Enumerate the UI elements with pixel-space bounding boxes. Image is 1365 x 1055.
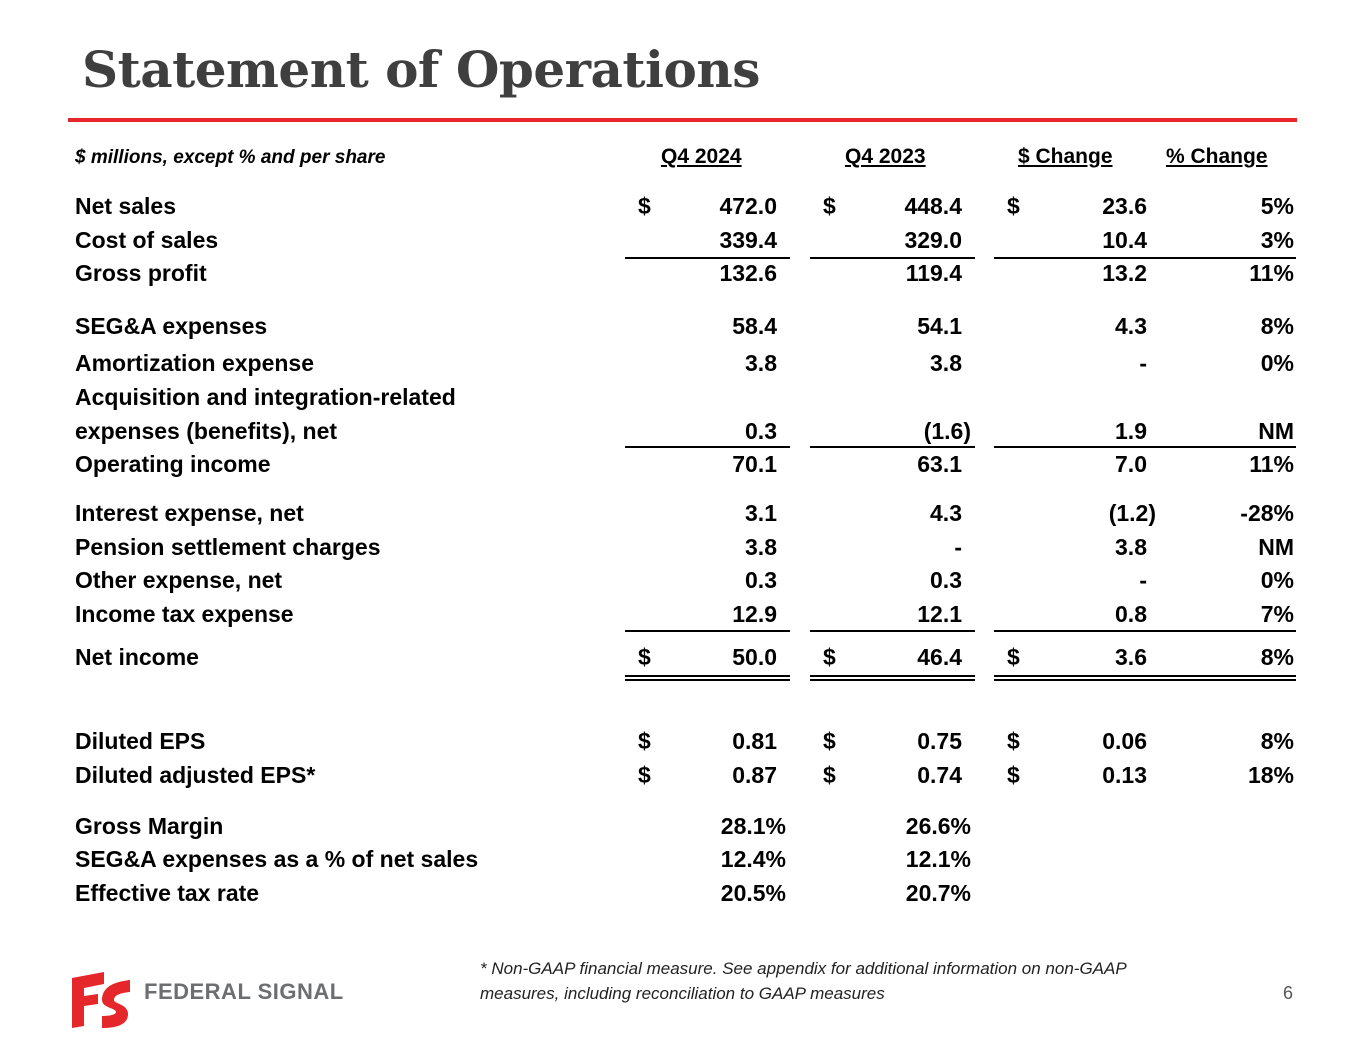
currency-symbol: $ <box>638 644 651 670</box>
cell-dollar-change: 23.6 <box>1102 193 1147 219</box>
cell-dollar-change: 0.06 <box>1102 728 1147 754</box>
row-label: SEG&A expenses as a % of net sales <box>75 846 479 872</box>
cell-dollar-change: (1.2) <box>1108 500 1156 526</box>
cell-dollar-change: 10.4 <box>1102 227 1147 253</box>
logo-text: FEDERAL SIGNAL <box>144 979 344 1004</box>
currency-symbol: $ <box>823 644 836 670</box>
currency-symbol: $ <box>638 193 651 219</box>
cell-q4-2023: 0.75 <box>917 728 962 754</box>
cell-pct-change: 7% <box>1260 601 1294 627</box>
subtotal-rule <box>625 446 790 448</box>
row-label: Gross Margin <box>75 813 224 839</box>
total-double-rule <box>994 675 1296 677</box>
cell-dollar-change: 1.9 <box>1115 418 1147 444</box>
cell-q4-2024: 0.3 <box>745 567 777 593</box>
footnote: * Non-GAAP financial measure. See appendix for additional information on non-GAAP measures, including reconciliation to GAAP measures <box>480 959 1127 1003</box>
currency-symbol: $ <box>823 193 836 219</box>
cell-pct-change: 5% <box>1260 193 1294 219</box>
cell-pct-change: 18% <box>1247 762 1294 788</box>
cell-pct-change: 8% <box>1260 313 1294 339</box>
total-double-rule <box>994 679 1296 681</box>
page-number: 6 <box>1283 983 1294 1003</box>
total-double-rule <box>810 675 975 677</box>
cell-dollar-change: 0.13 <box>1102 762 1147 788</box>
cell-q4-2024: 132.6 <box>719 260 777 286</box>
currency-symbol: $ <box>823 762 836 788</box>
subtotal-rule <box>810 446 975 448</box>
currency-symbol: $ <box>823 728 836 754</box>
cell-q4-2024: 0.87 <box>732 762 777 788</box>
cell-q4-2023: 20.7% <box>905 880 971 906</box>
total-double-rule <box>625 679 790 681</box>
row-label: Effective tax rate <box>75 880 260 906</box>
cell-dollar-change: - <box>1139 567 1147 593</box>
cell-q4-2023: 0.74 <box>917 762 962 788</box>
cell-dollar-change: 13.2 <box>1102 260 1147 286</box>
cell-q4-2024: 20.5% <box>720 880 786 906</box>
cell-q4-2024: 70.1 <box>732 451 777 477</box>
currency-symbol: $ <box>1007 644 1020 670</box>
cell-dollar-change: 4.3 <box>1115 313 1147 339</box>
title-divider <box>68 118 1297 122</box>
federal-signal-logo-icon <box>68 970 132 1028</box>
row-label: Net sales <box>75 193 177 219</box>
cell-q4-2023: 26.6% <box>905 813 971 839</box>
currency-symbol: $ <box>1007 762 1020 788</box>
row-label: Diluted adjusted EPS* <box>75 762 316 788</box>
column-header: $ Change <box>1018 145 1113 168</box>
row-label: Pension settlement charges <box>75 534 381 560</box>
cell-pct-change: 8% <box>1260 644 1294 670</box>
cell-q4-2023: 448.4 <box>904 193 962 219</box>
subtotal-rule <box>810 630 975 632</box>
cell-pct-change: 0% <box>1260 350 1294 376</box>
cell-q4-2023: 119.4 <box>905 260 962 286</box>
cell-pct-change: 0% <box>1260 567 1294 593</box>
cell-pct-change: 8% <box>1260 728 1294 754</box>
cell-dollar-change: - <box>1139 350 1147 376</box>
currency-symbol: $ <box>1007 728 1020 754</box>
row-label: expenses (benefits), net <box>75 418 338 444</box>
row-label: Diluted EPS <box>75 728 206 754</box>
row-label: Acquisition and integration-related <box>75 384 456 410</box>
subtotal-rule <box>994 257 1296 259</box>
cell-q4-2024: 58.4 <box>732 313 777 339</box>
cell-dollar-change: 7.0 <box>1115 451 1147 477</box>
cell-q4-2023: 329.0 <box>904 227 962 253</box>
row-label: Net income <box>75 644 199 670</box>
cell-q4-2023: 12.1 <box>917 601 962 627</box>
total-double-rule <box>810 679 975 681</box>
column-header: % Change <box>1166 145 1268 168</box>
currency-symbol: $ <box>1007 193 1020 219</box>
row-label: Operating income <box>75 451 271 477</box>
cell-q4-2023: 63.1 <box>917 451 962 477</box>
cell-pct-change: 11% <box>1249 260 1294 286</box>
row-label: Cost of sales <box>75 227 219 253</box>
cell-q4-2024: 3.8 <box>745 534 777 560</box>
cell-q4-2024: 3.1 <box>745 500 777 526</box>
cell-q4-2024: 472.0 <box>719 193 777 219</box>
cell-q4-2023: 4.3 <box>930 500 962 526</box>
subtotal-rule <box>994 446 1296 448</box>
cell-q4-2024: 0.81 <box>732 728 777 754</box>
cell-q4-2023: 12.1% <box>905 846 971 872</box>
cell-q4-2024: 3.8 <box>745 350 777 376</box>
cell-pct-change: -28% <box>1240 500 1294 526</box>
subtotal-rule <box>625 257 790 259</box>
cell-q4-2023: (1.6) <box>923 418 971 444</box>
column-header: Q4 2023 <box>845 145 926 168</box>
subtotal-rule <box>810 257 975 259</box>
cell-dollar-change: 3.8 <box>1115 534 1147 560</box>
cell-q4-2024: 50.0 <box>732 644 777 670</box>
cell-pct-change: NM <box>1258 534 1294 560</box>
cell-q4-2024: 12.4% <box>720 846 786 872</box>
row-label: SEG&A expenses <box>75 313 268 339</box>
cell-q4-2024: 0.3 <box>745 418 777 444</box>
company-logo <box>68 970 358 1030</box>
cell-pct-change: NM <box>1258 418 1294 444</box>
row-label: Interest expense, net <box>75 500 304 526</box>
cell-q4-2023: - <box>954 534 962 560</box>
row-label: Gross profit <box>75 260 207 286</box>
cell-q4-2023: 3.8 <box>930 350 962 376</box>
row-label: Amortization expense <box>75 350 314 376</box>
cell-q4-2024: 12.9 <box>732 601 777 627</box>
cell-q4-2023: 54.1 <box>917 313 962 339</box>
currency-symbol: $ <box>638 762 651 788</box>
cell-pct-change: 11% <box>1249 451 1294 477</box>
page-title: Statement of Operations <box>82 40 760 99</box>
units-note: $ millions, except % and per share <box>75 147 386 168</box>
column-header: Q4 2024 <box>661 145 742 168</box>
cell-pct-change: 3% <box>1260 227 1294 253</box>
cell-dollar-change: 3.6 <box>1115 644 1147 670</box>
currency-symbol: $ <box>638 728 651 754</box>
row-label: Income tax expense <box>75 601 294 627</box>
row-label: Other expense, net <box>75 567 283 593</box>
subtotal-rule <box>994 630 1296 632</box>
cell-q4-2024: 28.1% <box>720 813 786 839</box>
cell-q4-2023: 46.4 <box>917 644 962 670</box>
total-double-rule <box>625 675 790 677</box>
cell-q4-2023: 0.3 <box>930 567 962 593</box>
cell-q4-2024: 339.4 <box>719 227 777 253</box>
cell-dollar-change: 0.8 <box>1115 601 1147 627</box>
subtotal-rule <box>625 630 790 632</box>
